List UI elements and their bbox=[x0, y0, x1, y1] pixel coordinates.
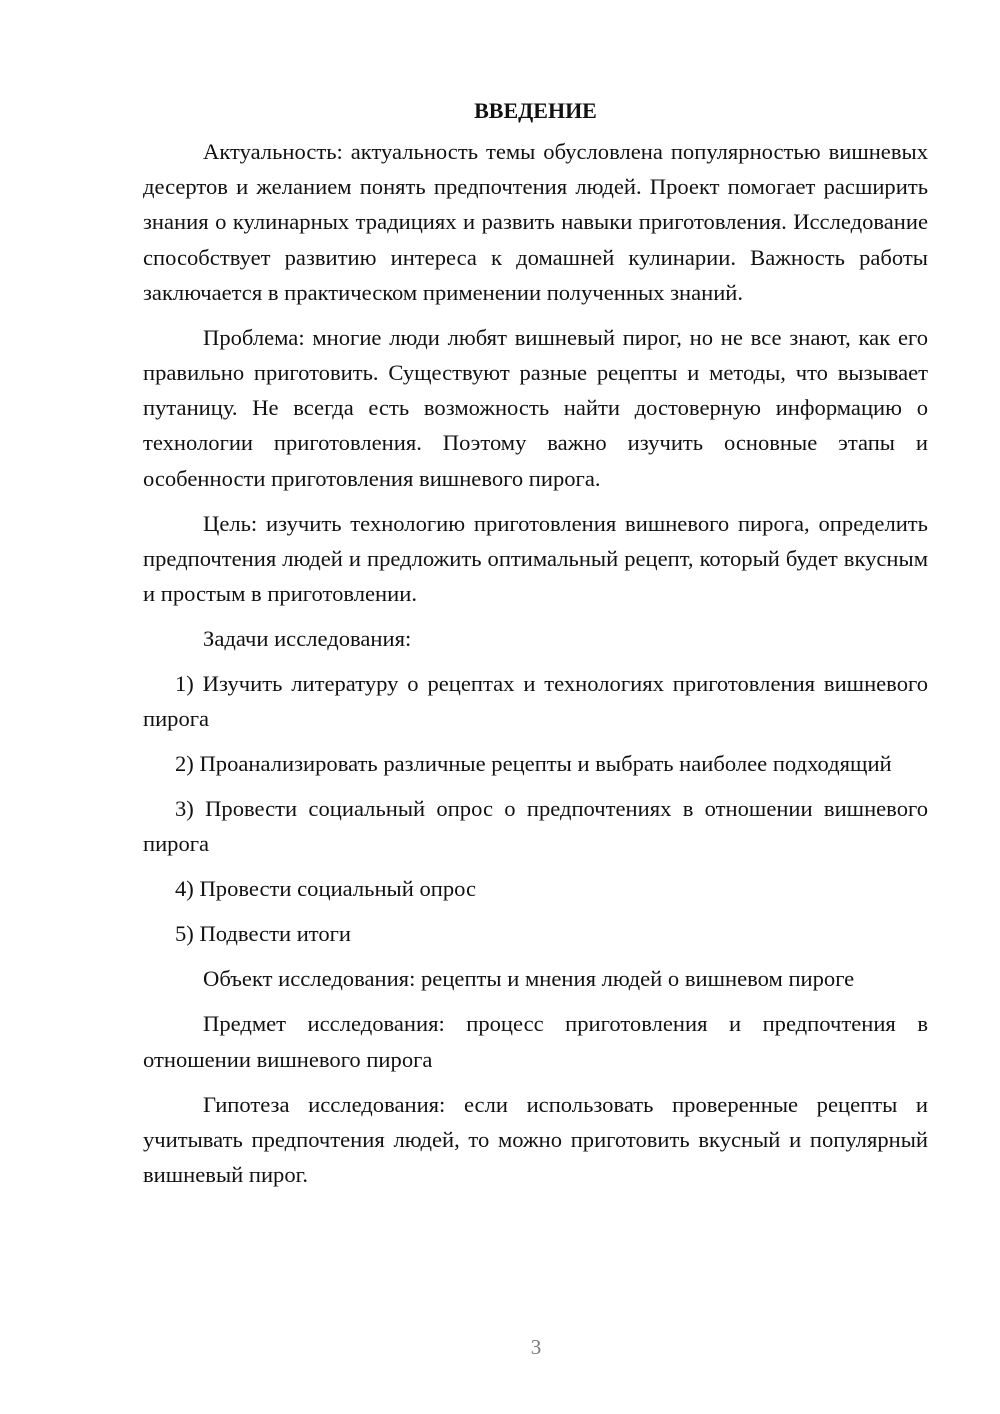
subject-paragraph: Предмет исследования: процесс приготовления и предпочтения в отношении вишневого пирога bbox=[143, 1011, 928, 1072]
problem-paragraph: Проблема: многие люди любят вишневый пирог, но не все знают, как его правильно приготовить. Существуют разные рецепты и методы, что вызывает путаницу. Не всегда есть возможность найти достоверную информацию о технологии приготовления. Поэтому важно изучить основные этапы и особенности приготовления вишневого пирога. bbox=[143, 324, 928, 491]
relevance-paragraph: Актуальность: актуальность темы обусловлена популярностью вишневых десертов и желанием понять предпочтения людей. Проект помогает расширить знания о кулинарных традициях и развить навыки приготовления. Исследование способствует развитию интереса к домашней кулинарии. Важность работы заключается в практическом применении полученных знаний. bbox=[143, 139, 928, 305]
object-paragraph: Объект исследования: рецепты и мнения людей о вишневом пироге bbox=[203, 966, 855, 992]
task-item-2: 2) Проанализировать различные рецепты и выбрать наиболее подходящий bbox=[175, 751, 892, 777]
task-item-1: 1) Изучить литературу о рецептах и технологиях приготовления вишневого пирога bbox=[143, 671, 928, 732]
page-content bbox=[143, 93, 928, 1202]
hypothesis-paragraph: Гипотеза исследования: если использовать проверенные рецепты и учитывать предпочтения людей, то можно приготовить вкусный и популярный вишневый пирог. bbox=[143, 1091, 928, 1188]
task-item-4: 4) Провести социальный опрос bbox=[175, 876, 477, 902]
page-number: 3 bbox=[530, 1335, 542, 1359]
task-item-3: 3) Провести социальный опрос о предпочтениях в отношении вишневого пирога bbox=[143, 796, 928, 857]
tasks-heading: Задачи исследования: bbox=[203, 626, 412, 652]
task-item-5: 5) Подвести итоги bbox=[175, 921, 352, 947]
page-title: ВВЕДЕНИЕ bbox=[474, 98, 597, 123]
goal-paragraph: Цель: изучить технологию приготовления вишневого пирога, определить предпочтения людей и предложить оптимальный рецепт, который будет вкусным и простым в приготовлении. bbox=[143, 510, 928, 607]
